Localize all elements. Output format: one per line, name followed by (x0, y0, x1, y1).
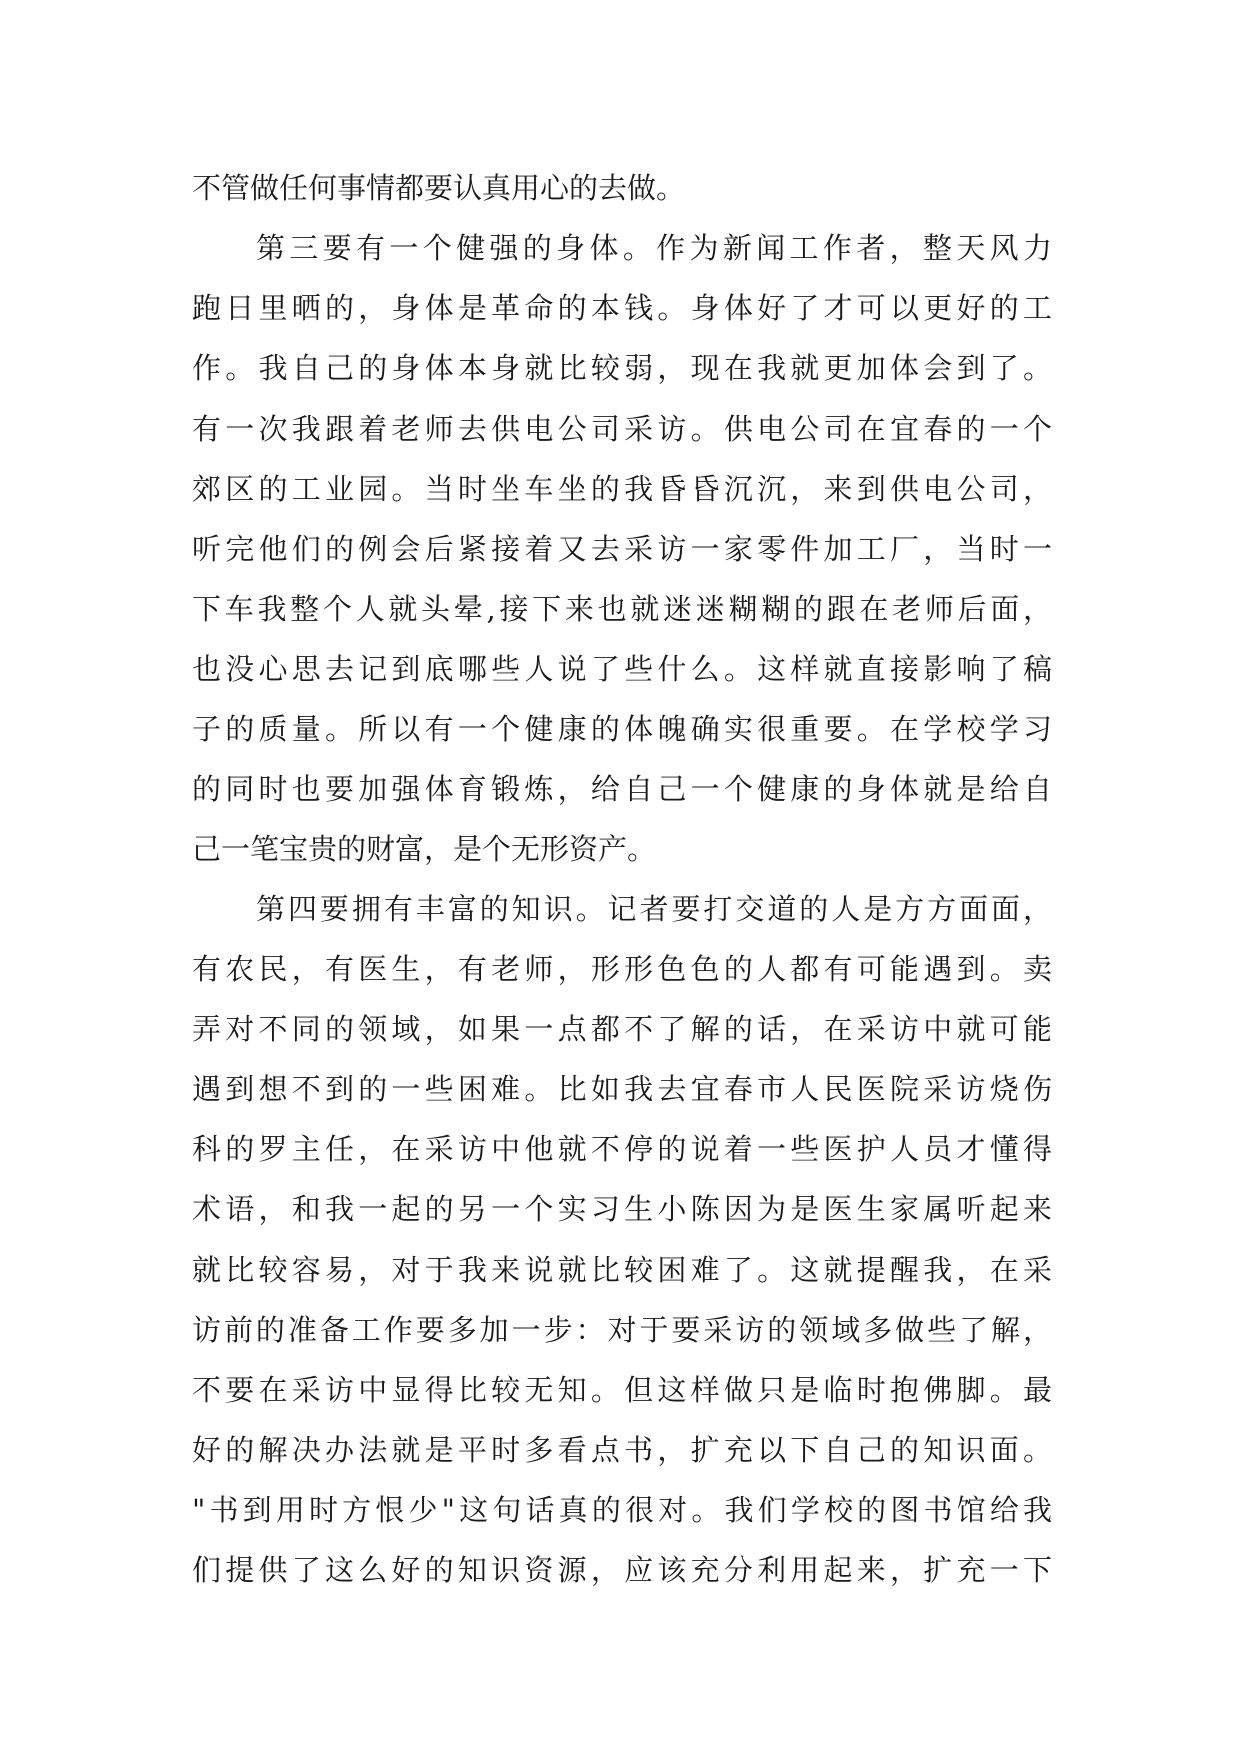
text-line: "书到用时方恨少"这句话真的很对。我们学校的图书馆给我 (192, 1493, 1052, 1527)
text-line: 遇到想不到的一些困难。比如我去宜春市人民医院采访烧伤 (192, 1072, 1052, 1106)
text-line: 弄对不同的领域，如果一点都不了解的话，在采访中就可能 (192, 1012, 1052, 1046)
text-line: 好的解决办法就是平时多看点书，扩充以下自己的知识面。 (192, 1433, 1052, 1467)
text-line: 就比较容易，对于我来说就比较困难了。这就提醒我，在采 (192, 1253, 1052, 1287)
paragraph-last-line: 己一笔宝贵的财富，是个无形资产。 (192, 832, 657, 866)
text-line: 的同时也要加强体育锻炼，给自己一个健康的身体就是给自 (192, 772, 1052, 806)
text-line: 下车我整个人就头晕,接下来也就迷迷糊糊的跟在老师后面， (192, 592, 1052, 626)
text-line: 们提供了这么好的知识资源，应该充分利用起来，扩充一下 (192, 1553, 1052, 1587)
text-line: 科的罗主任，在采访中他就不停的说着一些医护人员才懂得 (192, 1132, 1052, 1166)
text-line: 有一次我跟着老师去供电公司采访。供电公司在宜春的一个 (192, 412, 1052, 446)
text-line: 不管做任何事情都要认真用心的去做。 (192, 171, 686, 205)
paragraph-first-line: 第三要有一个健强的身体。作为新闻工作者，整天风力 (256, 231, 1052, 265)
text-line: 也没心思去记到底哪些人说了些什么。这样就直接影响了稿 (192, 652, 1052, 686)
text-line: 作。我自己的身体本身就比较弱，现在我就更加体会到了。 (192, 351, 1052, 385)
paragraph-first-line: 第四要拥有丰富的知识。记者要打交道的人是方方面面， (256, 892, 1052, 926)
text-line: 听完他们的例会后紧接着又去采访一家零件加工厂，当时一 (192, 532, 1052, 566)
text-line: 有农民，有医生，有老师，形形色色的人都有可能遇到。卖 (192, 952, 1052, 986)
text-line: 术语，和我一起的另一个实习生小陈因为是医生家属听起来 (192, 1192, 1052, 1226)
text-line: 子的质量。所以有一个健康的体魄确实很重要。在学校学习 (192, 712, 1052, 746)
text-line: 不要在采访中显得比较无知。但这样做只是临时抱佛脚。最 (192, 1373, 1052, 1407)
text-line: 访前的准备工作要多加一步：对于要采访的领域多做些了解， (192, 1313, 1052, 1347)
text-line: 跑日里晒的，身体是革命的本钱。身体好了才可以更好的工 (192, 291, 1052, 325)
text-line: 郊区的工业园。当时坐车坐的我昏昏沉沉，来到供电公司， (192, 472, 1052, 506)
